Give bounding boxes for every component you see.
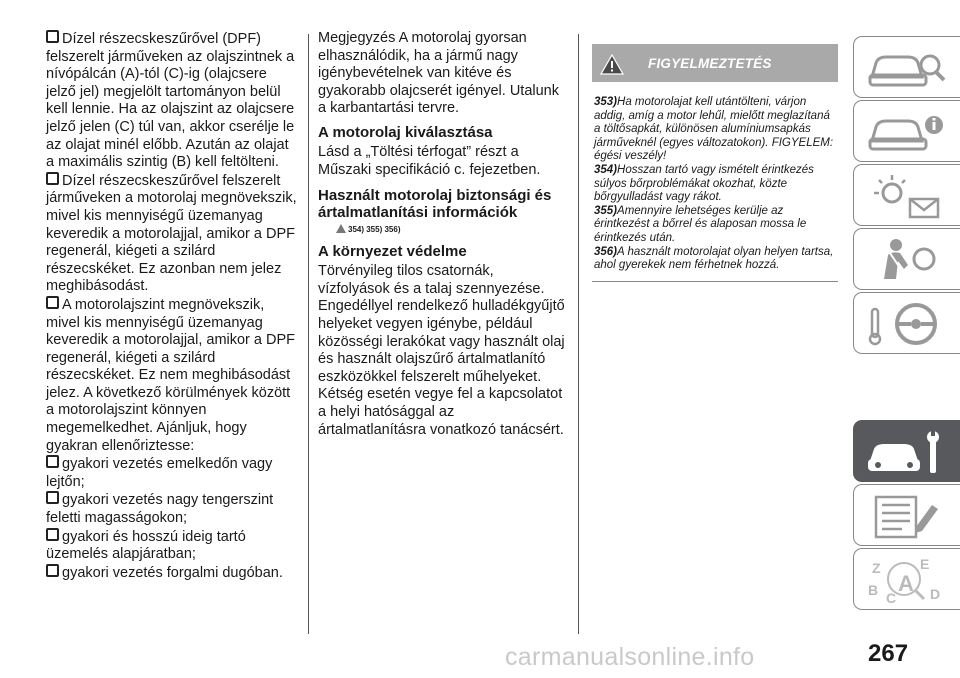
warning-triangle-icon (336, 224, 346, 233)
paragraph: Törvényileg tilos csatornák, vízfolyások és a talaj szennyezése. Engedéllyel rendelkező hulladékgyűjtő helyeket vegyen igénybe, például közösségi lerakókat vagy használt olaj és használt olajszűrő ártalmatlanító eszközökkel felszerelt műhelyeket. Kétség esetén vegye fel a kapcsolatot a helyi hatósággal az ártalmatlanításra vonatkozó tanácsért. (318, 263, 565, 438)
tab-checklist[interactable] (853, 484, 960, 546)
bullet-icon (46, 528, 59, 541)
tab-dashboard-lights[interactable] (853, 164, 960, 226)
note-paragraph: Megjegyzés A motorolaj gyorsan elhasználódik, ha a jármű nagy igénybevételnek van kitéve és gyakorabb olajcserét igényel. Utalunk a karbantartási tervre. (318, 30, 559, 117)
svg-text:D: D (930, 586, 941, 602)
tab-car-info[interactable] (853, 100, 960, 162)
tab-steering-wheel[interactable] (853, 292, 960, 354)
warning-header (592, 44, 838, 82)
bullet-icon (46, 172, 59, 185)
warning-title: FIGYELMEZTETÉS (648, 56, 772, 71)
svg-text:E: E (920, 556, 930, 572)
warning-item: 355)Amennyire lehetséges kerülje az érintkezést a bőrrel és alaposan mossa le érintkezés után. (594, 204, 807, 244)
section-heading: A motorolaj kiválasztása (318, 123, 493, 141)
section-heading: A környezet védelme (318, 243, 467, 261)
section-heading: Használt motorolaj biztonsági és ártalmatlanítási információk (318, 187, 552, 222)
tab-seatbelt-airbag[interactable] (853, 228, 960, 290)
alphabet-index-icon (862, 555, 952, 605)
bullet-icon (46, 455, 59, 468)
text-column-2 (318, 30, 566, 439)
tab-car-maintenance[interactable] (853, 420, 960, 482)
paragraph: Dízel részecskeszűrővel felszerelt járműveken a motorolaj megnövekszik, mivel kis mennyiségű üzemanyag keveredik a motorolajjal, amikor a DPF regenerál, kiégeti a szilárd részecskéket. Ez azonban nem jelez meghibásodást. (46, 172, 297, 295)
warning-body (592, 88, 838, 282)
dashboard-lights-icon (862, 171, 952, 221)
column-divider (308, 34, 309, 634)
text-column-1 (46, 30, 298, 582)
paragraph: A motorolajszint megnövekszik, mivel kis mennyiségű üzemanyag keveredik a motorolajjal, amikor a DPF regenerál, kiégeti a szilárd részecskéket. Ez nem meghibásodást jelez. A következő körülmények között a motorolajszint könnyen megemelkedhet. Ajánljuk, hogy gyakran ellenőriztesse: (46, 296, 296, 454)
list-item: gyakori vezetés emelkedőn vagy lejtőn; (46, 456, 273, 490)
list-item: gyakori vezetés nagy tengerszint feletti magasságokon; (46, 492, 274, 527)
car-info-icon (862, 107, 952, 157)
warning-triangle-icon (600, 54, 624, 75)
paragraph: Lásd a „Töltési térfogat” részt a Műszaki specifikáció c. fejezetben. (318, 143, 541, 178)
paragraph: Dízel részecskeszűrővel (DPF) felszerelt járműveken az olajszintnek a nívópálcán (A)-tól (C)-ig (olajcsere jelző jel) megjelölt tartományon belül kell lennie. Ha az olajszint az olajcsere jelző jelen (C) túl van, akkor cserélje le az olajat minél előbb. Azután az olajat a maximális szintig (B) kell feltölteni. (46, 31, 295, 171)
seatbelt-airbag-icon (862, 235, 952, 285)
warning-item: 354)Hosszan tartó vagy ismételt érintkezés súlyos bőrproblémákat okozhat, közte bőrgyulladást vagy rákot. (594, 163, 814, 204)
car-search-icon (862, 43, 952, 93)
tab-car-search[interactable] (853, 36, 960, 98)
bullet-icon (46, 30, 59, 43)
warning-references: 354) 355) 356) (336, 224, 566, 235)
svg-text:A: A (898, 571, 914, 596)
page-number: 267 (868, 640, 909, 667)
warning-item: 356)A használt motorolajat olyan helyen tartsa, ahol gyerekek nem férhetnek hozzá. (594, 245, 834, 272)
svg-text:Z: Z (872, 560, 881, 576)
column-divider (578, 34, 579, 634)
steering-wheel-icon (862, 299, 952, 349)
tab-alphabet-index[interactable] (853, 548, 960, 610)
svg-text:B: B (868, 582, 879, 598)
warning-item: 353)Ha motorolajat kell utántölteni, várjon addig, amíg a motor lehűl, mielőtt meglazítaná a töltősapkát, különösen alumíniumsapkás járműveknél (egyes változatokon). FIGYELEM: égési veszély! (594, 96, 834, 163)
svg-text:C: C (886, 590, 897, 605)
list-item: gyakori és hosszú ideig tartó üzemelés alapjáratban; (46, 528, 246, 563)
car-wrench-icon (862, 427, 952, 477)
bullet-icon (46, 564, 59, 577)
warning-box (592, 44, 838, 282)
list-item: gyakori vezetés forgalmi dugóban. (46, 564, 298, 583)
watermark: carmanualsonline.info (505, 643, 755, 671)
bullet-icon (46, 491, 59, 504)
bullet-icon (46, 296, 59, 309)
checklist-icon (862, 491, 952, 541)
